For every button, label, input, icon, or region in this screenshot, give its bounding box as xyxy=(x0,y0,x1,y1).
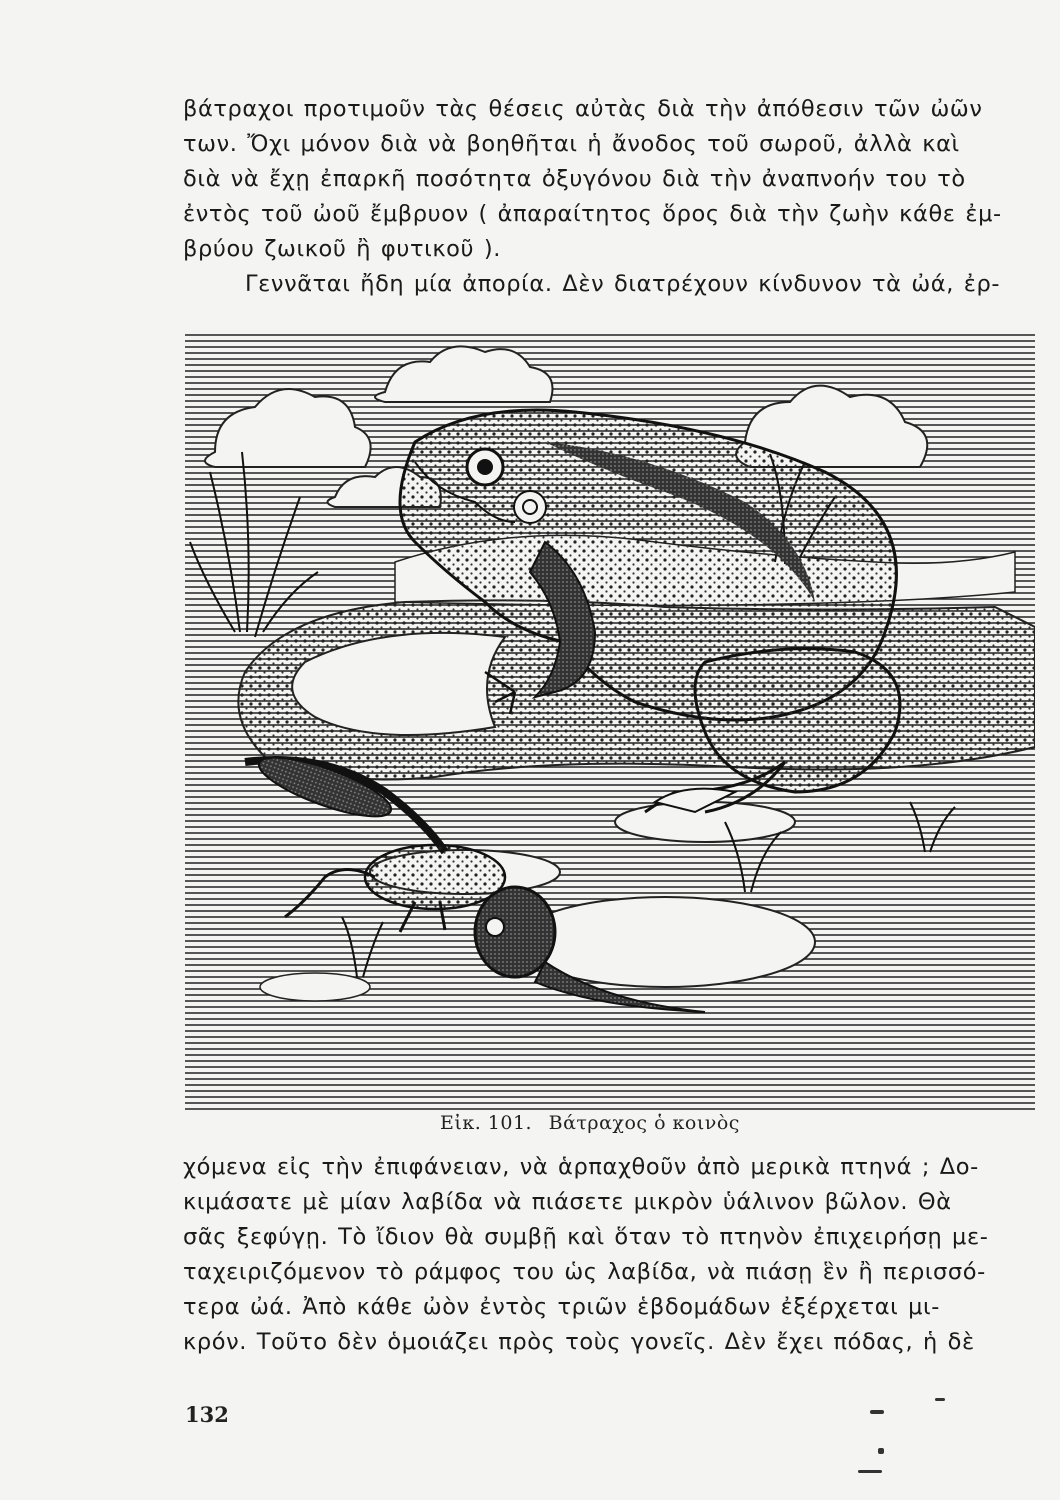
text-line: Γεννᾶται ἤδη μία ἀπορία. Δὲν διατρέχουν κίνδυνον τὰ ὠά, ἐρ- xyxy=(245,271,1001,297)
figure-title: Βάτραχος ὁ κοινὸς xyxy=(548,1112,740,1134)
frog-illustration xyxy=(185,332,1035,1110)
text-line: των. Ὄχι μόνον διὰ νὰ βοηθῆται ἡ ἄνοδος τοῦ σωροῦ, ἀλλὰ καὶ xyxy=(183,131,960,157)
ink-speck xyxy=(935,1398,945,1401)
text-line: κρόν. Τοῦτο δὲν ὁμοιάζει πρὸς τοὺς γονεῖς. Δὲν ἔχει πόδας, ἡ δὲ xyxy=(183,1329,975,1355)
page-number: 132 xyxy=(185,1402,229,1427)
figure-caption xyxy=(440,1112,860,1134)
text-line: βρύου ζωικοῦ ἢ φυτικοῦ ). xyxy=(183,236,502,262)
text-line: βάτραχοι προτιμοῦν τὰς θέσεις αὐτὰς διὰ τὴν ἀπόθεσιν τῶν ὠῶν xyxy=(183,96,983,122)
text-line: ἐντὸς τοῦ ὠοῦ ἔμβρυον ( ἀπαραίτητος ὅρος διὰ τὴν ζωὴν κάθε ἐμ- xyxy=(183,201,1002,227)
figure-number: Εἰκ. 101. xyxy=(440,1112,533,1134)
text-line: χόμενα εἰς τὴν ἐπιφάνειαν, νὰ ἁρπαχθοῦν ἀπὸ μερικὰ πτηνά ; Δο- xyxy=(183,1154,979,1180)
text-line: κιμάσατε μὲ μίαν λαβίδα νὰ πιάσετε μικρὸν ὑάλινον βῶλον. Θὰ xyxy=(183,1189,952,1215)
text-line: διὰ νὰ ἔχῃ ἐπαρκῆ ποσότητα ὀξυγόνου διὰ τὴν ἀναπνοήν του τὸ xyxy=(183,166,966,192)
paragraph-top xyxy=(183,92,1033,302)
paragraph-bottom xyxy=(183,1150,1033,1360)
text-line: ταχειριζόμενον τὸ ράμφος του ὡς λαβίδα, νὰ πιάσῃ ἓν ἢ περισσό- xyxy=(183,1259,986,1285)
ink-speck xyxy=(878,1448,884,1454)
ink-speck xyxy=(858,1470,882,1473)
text-line: τερα ὠά. Ἀπὸ κάθε ὠὸν ἐντὸς τριῶν ἑβδομάδων ἐξέρχεται μι- xyxy=(183,1294,940,1320)
ink-speck xyxy=(870,1410,884,1414)
text-line: σᾶς ξεφύγῃ. Τὸ ἴδιον θὰ συμβῇ καὶ ὅταν τὸ πτηνὸν ἐπιχειρήσῃ με- xyxy=(183,1224,989,1250)
